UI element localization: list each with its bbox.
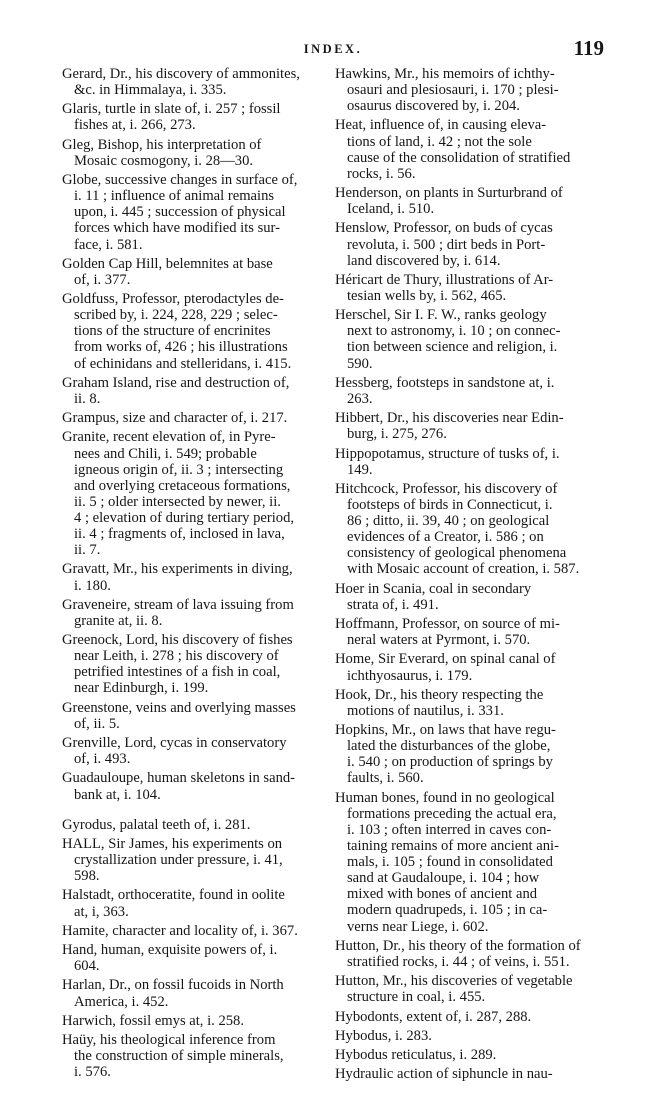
index-entry: Graveneire, stream of lava issuing from granite at, ii. 8. [62,596,294,629]
index-entry: Hessberg, footsteps in sandstone at, i. 263. [335,374,555,407]
index-entry: Grampus, size and character of, i. 217. [62,410,288,427]
index-entry: Gravatt, Mr., his experiments in diving, i. 180. [62,561,293,594]
index-entry: Globe, successive changes in surface of, i. 11 ; influence of animal remains upon, i. 445 ; succession of physical forces which have modified its sur- face, i. 581. [62,172,298,253]
index-entry: Héricart de Thury, illustrations of Ar- tesian wells by, i. 562, 465. [335,271,554,304]
index-entry: Hawkins, Mr., his memoirs of ichthy- osauri and plesiosauri, i. 170 ; plesi- osaurus discovered by, i. 204. [335,66,559,115]
index-entry: Hybodus reticulatus, i. 289. [335,1047,497,1064]
index-entry: Gerard, Dr., his discovery of ammonites, &c. in Himmalaya, i. 335. [62,66,300,99]
index-entry: Halstadt, orthoceratite, found in oolite at, i, 363. [62,887,285,920]
index-entry: HALL, Sir James, his experiments on crystallization under pressure, i. 41, 598. [62,835,283,885]
index-entry: Greenstone, veins and overlying masses of, ii. 5. [62,699,296,732]
index-entry: Heat, influence of, in causing eleva- tions of land, i. 42 ; not the sole cause of the consolidation of stratified rocks, i. 56. [335,117,571,182]
index-entry: Home, Sir Everard, on spinal canal of ichthyosaurus, i. 179. [335,651,556,684]
index-entry: Hand, human, exquisite powers of, i. 604. [62,942,278,975]
index-entry: Herschel, Sir I. F. W., ranks geology next to astronomy, i. 10 ; on connec- tion between science and religion, i. 590. [335,307,561,372]
page-header [0,36,666,68]
index-entry: Hutton, Mr., his discoveries of vegetable structure in coal, i. 455. [335,973,573,1006]
index-entry: Hoer in Scania, coal in secondary strata of, i. 491. [335,580,532,613]
index-entry: Gleg, Bishop, his interpretation of Mosaic cosmogony, i. 28—30. [62,136,262,169]
index-entry: Hibbert, Dr., his discoveries near Edin- burg, i. 275, 276. [335,410,564,443]
index-entry: Gyrodus, palatal teeth of, i. 281. [62,816,251,833]
index-entry: Haüy, his theological inference from the construction of simple minerals, i. 576. [62,1032,284,1081]
index-entry: Harlan, Dr., on fossil fucoids in North America, i. 452. [62,977,284,1010]
index-entry: Hutton, Dr., his theory of the formation of stratified rocks, i. 44 ; of veins, i. 551. [335,937,581,970]
index-entry: Hydraulic action of siphuncle in nau- [335,1066,553,1083]
index-entry: Hopkins, Mr., on laws that have regu- lated the disturbances of the globe, i. 540 ; on production of springs by faults, i. 560. [335,722,556,787]
index-entry: Hybodus, i. 283. [335,1027,432,1044]
index-entry: Harwich, fossil emys at, i. 258. [62,1012,244,1029]
index-entry: Hybodonts, extent of, i. 287, 288. [335,1008,532,1025]
index-entry: Hamite, character and locality of, i. 367. [62,922,298,939]
index-entry: Grenville, Lord, cycas in conservatory of, i. 493. [62,735,287,768]
index-entry: Hoffmann, Professor, on source of mi- neral waters at Pyrmont, i. 570. [335,616,560,649]
index-entry: Hitchcock, Professor, his discovery of footsteps of birds in Connecticut, i. 86 ; ditto, ii. 39, 40 ; on geological evidences of a Creator, i. 586 ; on consistency of geological phenomena with Mosaic account of creation, i. 587. [335,480,580,578]
index-column-right [335,66,600,1086]
index-entry: Granite, recent elevation of, in Pyre- nees and Chili, i. 549; probable igneous origin of, ii. 3 ; intersecting and overlying cretaceous formations, ii. 5 ; older intersected by newer, ii. 4 ; elevation of during tertiary period, ii. 4 ; fragments of, inclosed in lava, ii. 7. [62,429,295,559]
index-entry: Glaris, turtle in slate of, i. 257 ; fossil fishes at, i. 266, 273. [62,101,281,134]
index-entry: Hook, Dr., his theory respecting the motions of nautilus, i. 331. [335,686,544,719]
index-entry: Human bones, found in no geological formations preceding the actual era, i. 103 ; often interred in caves con- taining remains of more ancient ani- mals, i. 105 ; found in consolidated sand at Gaudaloupe, i. 104 ; how mixed with bones of ancient and modern quadrupeds, i. 105 ; in ca- verns near Liege, i. 602. [335,789,559,935]
index-entry: Guadauloupe, human skeletons in sand- bank at, i. 104. [62,770,296,803]
index-entry: Golden Cap Hill, belemnites at base of, i. 377. [62,255,273,288]
index-entry: Henderson, on plants in Surturbrand of Iceland, i. 510. [335,185,563,218]
page-number: 119 [573,36,604,60]
index-column-left [62,66,332,1084]
index-entry: Goldfuss, Professor, pterodactyles de- scribed by, i. 224, 228, 229 ; selec- tions of the structure of encrinites from works of, 426 ; his illustrations of echinidans and stelleridans, i. 415. [62,291,292,372]
index-entry: Greenock, Lord, his discovery of fishes near Leith, i. 278 ; his discovery of petrified intestines of a fish in coal, near Edinburgh, i. 199. [62,632,293,697]
index-entry: Graham Island, rise and destruction of, ii. 8. [62,374,290,407]
index-entry: Henslow, Professor, on buds of cycas revoluta, i. 500 ; dirt beds in Port- land discovered by, i. 614. [335,220,553,269]
running-title: INDEX. [303,42,363,56]
index-entry: Hippopotamus, structure of tusks of, i. 149. [335,445,560,478]
